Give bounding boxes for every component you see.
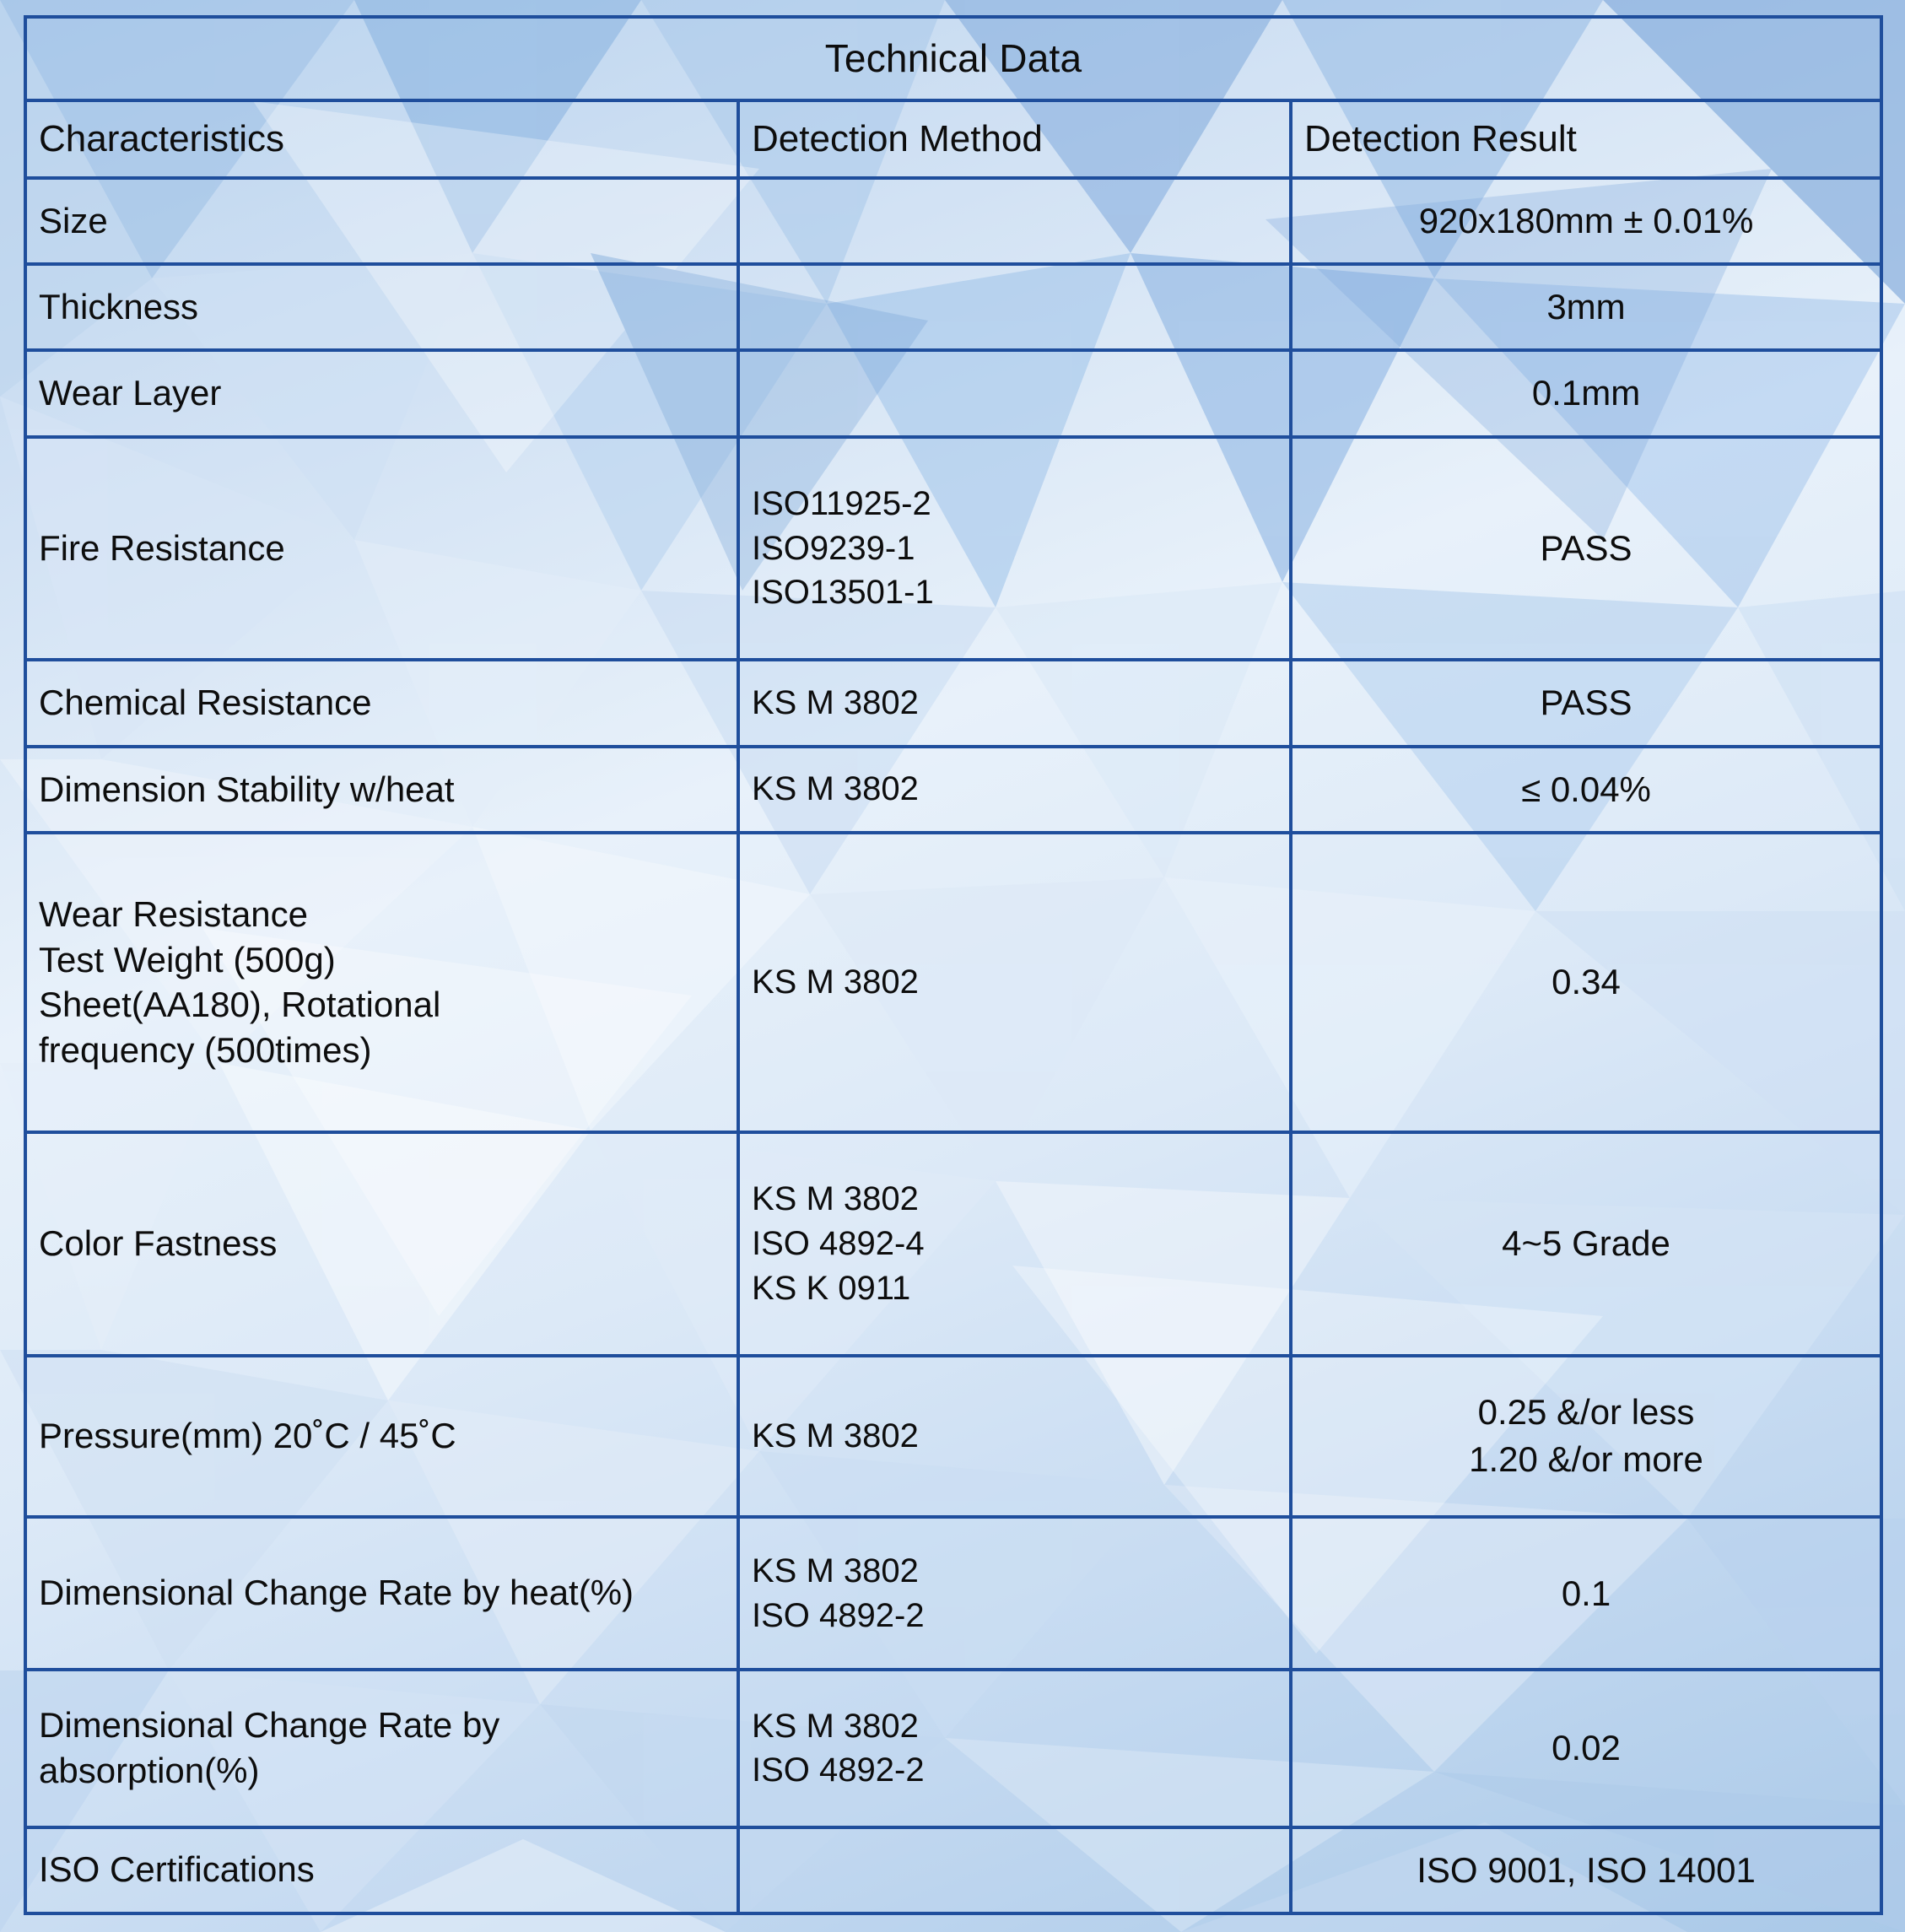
characteristic-line: frequency (500times) [39, 1030, 372, 1071]
table-row [25, 747, 1881, 833]
result-thickness: 3mm [1291, 264, 1881, 350]
result-color-fastness: 4~5 Grade [1291, 1132, 1881, 1356]
method-line: ISO 4892-2 [752, 1751, 925, 1789]
column-header-characteristics: Characteristics [25, 100, 738, 178]
page-title: Technical Data [25, 17, 1881, 100]
column-header-detection-result: Detection Result [1291, 100, 1881, 178]
table-row [25, 1517, 1881, 1670]
method-line: ISO 4892-4 [752, 1224, 925, 1262]
table-row [25, 833, 1881, 1132]
result-line: 0.25 &/or less [1477, 1392, 1695, 1433]
table-row [25, 1827, 1881, 1913]
characteristic-line: Wear Resistance [39, 893, 309, 934]
technical-data-table-container [24, 15, 1880, 1915]
characteristic-fire-resistance: Fire Resistance [25, 437, 738, 661]
result-line: 1.20 &/or more [1469, 1439, 1703, 1480]
technical-data-table [24, 15, 1883, 1915]
table-row [25, 437, 1881, 661]
method-color-fastness [738, 1132, 1291, 1356]
method-line: KS M 3802 [752, 1707, 919, 1745]
method-iso-certifications [738, 1827, 1291, 1913]
table-row [25, 178, 1881, 264]
result-size: 920x180mm ± 0.01% [1291, 178, 1881, 264]
method-line: ISO 4892-2 [752, 1596, 925, 1634]
method-fire-resistance [738, 437, 1291, 661]
result-dim-change-heat: 0.1 [1291, 1517, 1881, 1670]
result-wear-resistance: 0.34 [1291, 833, 1881, 1132]
characteristic-thickness: Thickness [25, 264, 738, 350]
method-line: ISO13501-1 [752, 574, 934, 612]
method-line: KS K 0911 [752, 1269, 911, 1307]
result-wear-layer: 0.1mm [1291, 350, 1881, 436]
characteristic-dim-change-absorption: Dimensional Change Rate by absorption(%) [25, 1670, 738, 1827]
characteristic-wear-resistance [25, 833, 738, 1132]
column-header-detection-method: Detection Method [738, 100, 1291, 178]
method-wear-layer [738, 350, 1291, 436]
characteristic-dim-change-heat: Dimensional Change Rate by heat(%) [25, 1517, 738, 1670]
method-line: KS M 3802 [752, 1179, 919, 1217]
method-size [738, 178, 1291, 264]
method-thickness [738, 264, 1291, 350]
result-dimension-stability: ≤ 0.04% [1291, 747, 1881, 833]
characteristic-line: Test Weight (500g) [39, 939, 336, 979]
table-row [25, 1132, 1881, 1356]
table-row [25, 1356, 1881, 1518]
method-dimension-stability: KS M 3802 [738, 747, 1291, 833]
table-title-row [25, 17, 1881, 100]
method-wear-resistance: KS M 3802 [738, 833, 1291, 1132]
result-fire-resistance: PASS [1291, 437, 1881, 661]
table-row [25, 660, 1881, 746]
characteristic-wear-layer: Wear Layer [25, 350, 738, 436]
characteristic-chemical-resistance: Chemical Resistance [25, 660, 738, 746]
result-iso-certifications: ISO 9001, ISO 14001 [1291, 1827, 1881, 1913]
method-line: ISO9239-1 [752, 529, 915, 567]
characteristic-size: Size [25, 178, 738, 264]
result-chemical-resistance: PASS [1291, 660, 1881, 746]
characteristic-pressure: Pressure(mm) 20˚C / 45˚C [25, 1356, 738, 1518]
characteristic-line: Sheet(AA180), Rotational [39, 985, 441, 1025]
result-pressure [1291, 1356, 1881, 1518]
table-row [25, 264, 1881, 350]
method-line: ISO11925-2 [752, 484, 931, 522]
table-row [25, 1670, 1881, 1827]
table-header-row [25, 100, 1881, 178]
table-row [25, 350, 1881, 436]
result-dim-change-absorption: 0.02 [1291, 1670, 1881, 1827]
characteristic-iso-certifications: ISO Certifications [25, 1827, 738, 1913]
method-line: KS M 3802 [752, 1552, 919, 1589]
method-chemical-resistance: KS M 3802 [738, 660, 1291, 746]
characteristic-color-fastness: Color Fastness [25, 1132, 738, 1356]
method-dim-change-absorption [738, 1670, 1291, 1827]
method-dim-change-heat [738, 1517, 1291, 1670]
method-pressure: KS M 3802 [738, 1356, 1291, 1518]
characteristic-dimension-stability: Dimension Stability w/heat [25, 747, 738, 833]
